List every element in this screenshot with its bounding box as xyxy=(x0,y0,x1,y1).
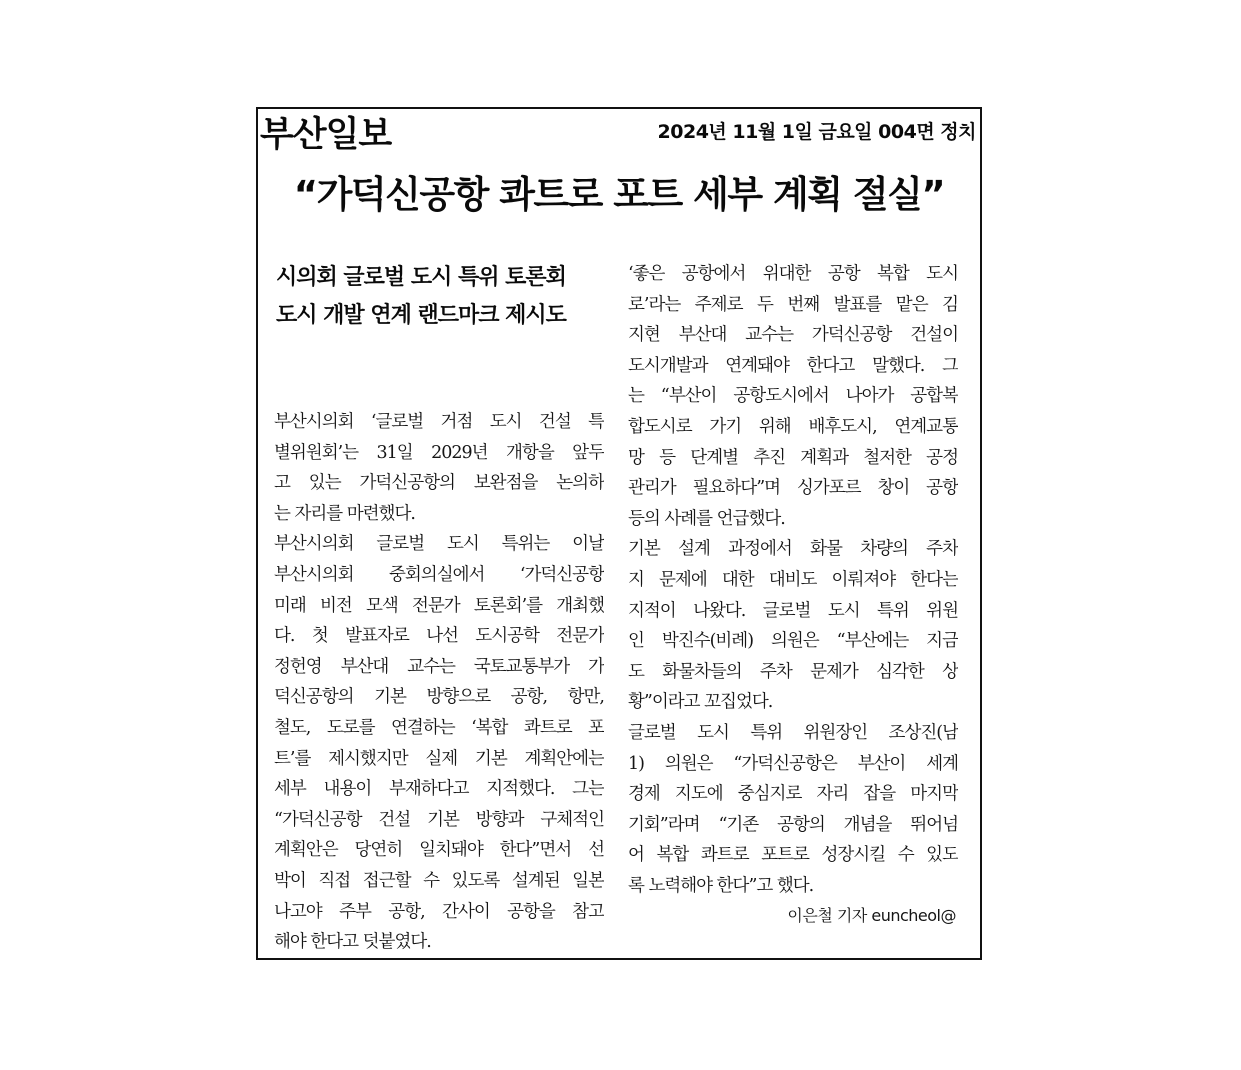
article-line: 등의 사례를 언급했다. xyxy=(628,508,785,529)
article-line: 로’라는 주제로 두 번째 발표를 맡은 김 xyxy=(628,294,958,315)
article-line: 나고야 주부 공항, 간사이 공항을 참고 xyxy=(274,901,604,922)
article-line: 도 화물차들의 주차 문제가 심각한 상 xyxy=(628,661,958,682)
article-paragraph xyxy=(628,534,958,718)
article-line: 부산시의회 ‘글로벌 거점 도시 건설 특 xyxy=(274,412,604,432)
article-line: 덕신공항의 기본 방향으로 공항, 항만, xyxy=(274,687,604,708)
article-line: 고 있는 가덕신공항의 보완점을 논의하 xyxy=(274,473,604,494)
article-line: 부산시의회 중회의실에서 ‘가덕신공항 xyxy=(274,564,604,585)
article-line: 인 박진수(비례) 의원은 “부산에는 지금 xyxy=(628,631,958,652)
article-line: 다. 첫 발표자로 나선 도시공학 전문가 xyxy=(274,626,604,647)
dateline: 2024년 11월 1일 금요일 004면 정치 xyxy=(657,121,976,143)
subheadline-line: 시의회 글로벌 도시 특위 토론회 xyxy=(276,265,566,290)
headline: “가덕신공항 콰트로 포트 세부 계획 절실” xyxy=(293,173,945,216)
article-paragraph xyxy=(274,407,604,529)
article-line: 트’를 제시했지만 실제 기본 계획안에는 xyxy=(274,748,604,769)
subheadline-line: 도시 개발 연계 랜드마크 제시도 xyxy=(276,303,566,328)
article-line: 지현 부산대 교수는 가덕신공항 건설이 xyxy=(628,325,958,346)
article-line: 해야 한다고 덧붙였다. xyxy=(274,932,431,953)
article-line: 지적이 나왔다. 글로벌 도시 특위 위원 xyxy=(628,600,958,621)
newspaper-name: 부산일보 xyxy=(260,115,392,155)
article-line: 부산시의회 글로벌 도시 특위는 이날 xyxy=(274,534,604,555)
byline: 이은철 기자 euncheol@ xyxy=(787,906,956,926)
article-line: 합도시로 가기 위해 배후도시, 연계교통 xyxy=(628,416,958,437)
article-line: 망 등 단계별 추진 계획과 철저한 공정 xyxy=(628,447,958,468)
article-line: 기본 설계 과정에서 화물 차량의 주차 xyxy=(628,539,958,560)
article-line: 는 자리를 마련했다. xyxy=(274,503,415,524)
article-line: 1) 의원은 “가덕신공항은 부산이 세계 xyxy=(628,753,958,774)
article-body-left xyxy=(274,407,604,958)
article-line: 별위원회’는 31일 2029년 개항을 앞두 xyxy=(274,442,604,463)
article-line: 세부 내용이 부재하다고 지적했다. 그는 xyxy=(274,779,604,800)
article-line: 경제 지도에 중심지로 자리 잡을 마지막 xyxy=(628,784,958,805)
article-line: 록 노력해야 한다”고 했다. xyxy=(628,875,814,896)
article-column-right xyxy=(628,259,958,931)
article-line: 관리가 필요하다”며 싱가포르 창이 공항 xyxy=(628,478,958,499)
masthead xyxy=(258,109,980,155)
article-line: 정헌영 부산대 교수는 국토교통부가 가 xyxy=(274,656,604,677)
article-line: “가덕신공항 건설 기본 방향과 구체적인 xyxy=(274,809,604,830)
article-line: 도시개발과 연계돼야 한다고 말했다. 그 xyxy=(628,355,958,376)
article-line: ‘좋은 공항에서 위대한 공항 복합 도시 xyxy=(628,264,958,284)
article-line: 철도, 도로를 연결하는 ‘복합 콰트로 포 xyxy=(274,717,604,738)
article-line: 글로벌 도시 특위 위원장인 조상진(남 xyxy=(628,722,958,743)
article-line: 기회”라며 “기존 공항의 개념을 뛰어넘 xyxy=(628,814,958,835)
article-paragraph xyxy=(628,259,958,534)
article-line: 어 복합 콰트로 포트로 성장시킬 수 있도 xyxy=(628,845,958,866)
article-line: 는 “부산이 공항도시에서 나아가 공합복 xyxy=(628,386,958,407)
article-line: 미래 비전 모색 전문가 토론회’를 개최했 xyxy=(274,595,604,616)
newspaper-clipping xyxy=(256,107,982,960)
article-column-left xyxy=(274,259,604,958)
subheadline xyxy=(274,259,604,335)
article-line: 박이 직접 접근할 수 있도록 설계된 일본 xyxy=(274,870,604,891)
article-paragraph xyxy=(628,718,958,902)
article-line: 지 문제에 대한 대비도 이뤄져야 한다는 xyxy=(628,569,958,590)
article-line: 황”이라고 꼬집었다. xyxy=(628,692,773,713)
article-paragraph xyxy=(274,529,604,957)
article-body-right xyxy=(628,259,958,901)
article-line: 계획안은 당연히 일치돼야 한다”면서 선 xyxy=(274,840,604,861)
